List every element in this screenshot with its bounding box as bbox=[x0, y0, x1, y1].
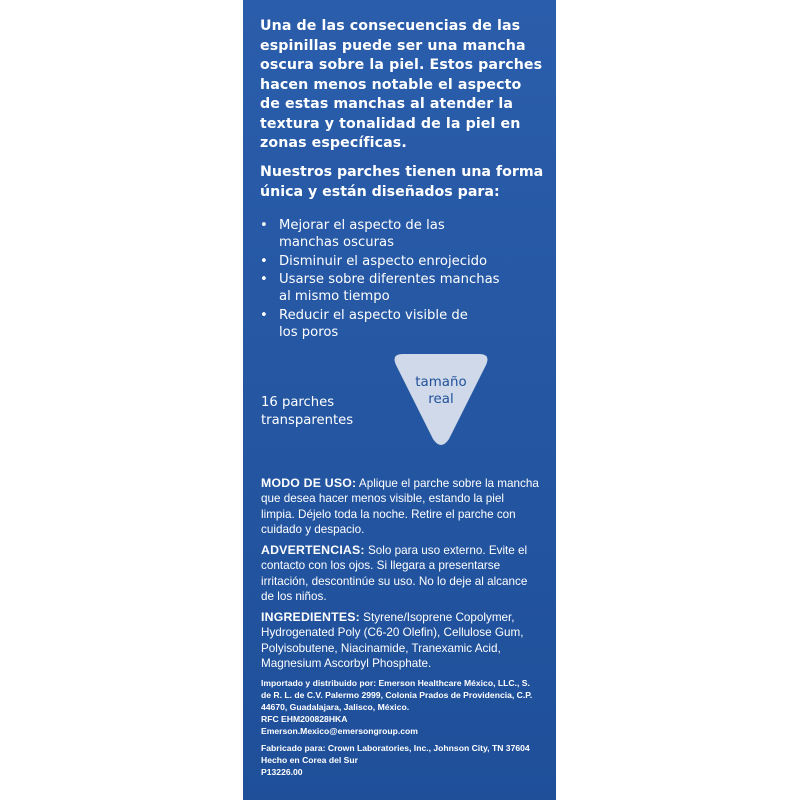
ingredients-heading: INGREDIENTES: bbox=[261, 610, 360, 624]
usage-section bbox=[261, 476, 549, 538]
patch-count-line: 16 parches bbox=[261, 395, 335, 410]
usage-line: que desea hacer menos visible, estando la piel bbox=[261, 492, 504, 506]
intro-line: textura y tonalidad de la piel en bbox=[260, 115, 521, 132]
design-line: única y están diseñados para: bbox=[260, 183, 500, 200]
intro-paragraph bbox=[260, 17, 550, 154]
warnings-heading: ADVERTENCIAS: bbox=[261, 543, 365, 557]
manufacturer-line: Fabricado para: Crown Laboratories, Inc., Johnson City, TN 37604 bbox=[261, 743, 530, 753]
intro-line: de estas manchas al atender la bbox=[260, 96, 514, 112]
usage-heading: MODO DE USO: bbox=[261, 476, 357, 490]
list-item bbox=[260, 271, 550, 305]
warnings-line: Solo para uso externo. Evite el bbox=[364, 544, 528, 557]
manufacturer-info bbox=[261, 742, 553, 778]
list-item-line: los poros bbox=[279, 324, 339, 340]
usage-line: Aplique el parche sobre la mancha bbox=[356, 477, 539, 490]
warnings-section bbox=[261, 543, 549, 605]
list-item-line: Reducir el aspecto visible de bbox=[279, 307, 468, 323]
list-item-line: manchas oscuras bbox=[279, 235, 394, 250]
bullet-icon: • bbox=[260, 253, 268, 269]
manufacturer-origin: Hecho en Corea del Sur bbox=[261, 755, 358, 766]
list-item-line: Mejorar el aspecto de las bbox=[279, 218, 445, 233]
list-item-line: Disminuir el aspecto enrojecido bbox=[279, 253, 488, 269]
package-panel bbox=[243, 0, 556, 800]
real-size-line: real bbox=[428, 392, 454, 407]
list-item bbox=[260, 253, 550, 270]
importer-line: Importado y distribuido por: Emerson Healthcare México, LLC., S. bbox=[261, 678, 530, 688]
real-size-line: tamaño bbox=[415, 375, 467, 390]
bullet-icon: • bbox=[260, 272, 268, 287]
intro-line: zonas específicas. bbox=[260, 135, 407, 151]
real-size-label bbox=[389, 374, 493, 408]
intro-line: oscura sobre la piel. Estos parches bbox=[260, 57, 543, 73]
importer-info bbox=[261, 677, 553, 737]
list-item-line: al mismo tiempo bbox=[279, 289, 390, 304]
ingredients-line: Polyisobutene, Niacinamide, Tranexamic Acid, bbox=[261, 641, 501, 655]
ingredients-line: Styrene/Isoprene Copolymer, bbox=[359, 611, 515, 624]
patch-count-line: transparentes bbox=[261, 413, 354, 428]
benefits-list bbox=[260, 217, 550, 342]
importer-line: de R. L. de C.V. Palermo 2999, Colonia Prados de Providencia, C.P. bbox=[261, 690, 533, 701]
intro-line: hacen menos notable el aspecto bbox=[260, 76, 522, 93]
patch-count bbox=[261, 394, 391, 430]
real-size-indicator bbox=[389, 352, 493, 450]
product-code: P13226.00 bbox=[261, 767, 303, 778]
list-item bbox=[260, 307, 550, 341]
list-item bbox=[260, 217, 550, 251]
design-line: Nuestros parches tienen una forma bbox=[260, 164, 544, 180]
intro-line: espinillas puede ser una mancha bbox=[260, 37, 526, 54]
warnings-line: irritación, descontinúe su uso. No lo deje al alcance bbox=[261, 574, 528, 588]
warnings-line: de los niños. bbox=[261, 590, 327, 604]
warnings-line: contacto con los ojos. Si llegara a presentarse bbox=[261, 559, 501, 573]
ingredients-section bbox=[261, 610, 549, 672]
bullet-icon: • bbox=[260, 218, 268, 233]
importer-line: 44670, Guadalajara, Jalisco, México. bbox=[261, 702, 410, 713]
ingredients-line: Hydrogenated Poly (C6-20 Olefin), Cellulose Gum, bbox=[261, 626, 524, 640]
usage-line: cuidado y despacio. bbox=[261, 523, 365, 537]
ingredients-line: Magnesium Ascorbyl Phosphate. bbox=[261, 657, 432, 671]
usage-line: limpia. Déjelo toda la noche. Retire el parche con bbox=[261, 507, 516, 521]
bullet-icon: • bbox=[260, 307, 268, 323]
intro-line: Una de las consecuencias de las bbox=[260, 18, 521, 34]
importer-rfc: RFC EHM200828HKA bbox=[261, 714, 348, 725]
design-heading bbox=[260, 163, 550, 202]
importer-email: Emerson.Mexico@emersongroup.com bbox=[261, 726, 418, 737]
list-item-line: Usarse sobre diferentes manchas bbox=[279, 272, 500, 287]
